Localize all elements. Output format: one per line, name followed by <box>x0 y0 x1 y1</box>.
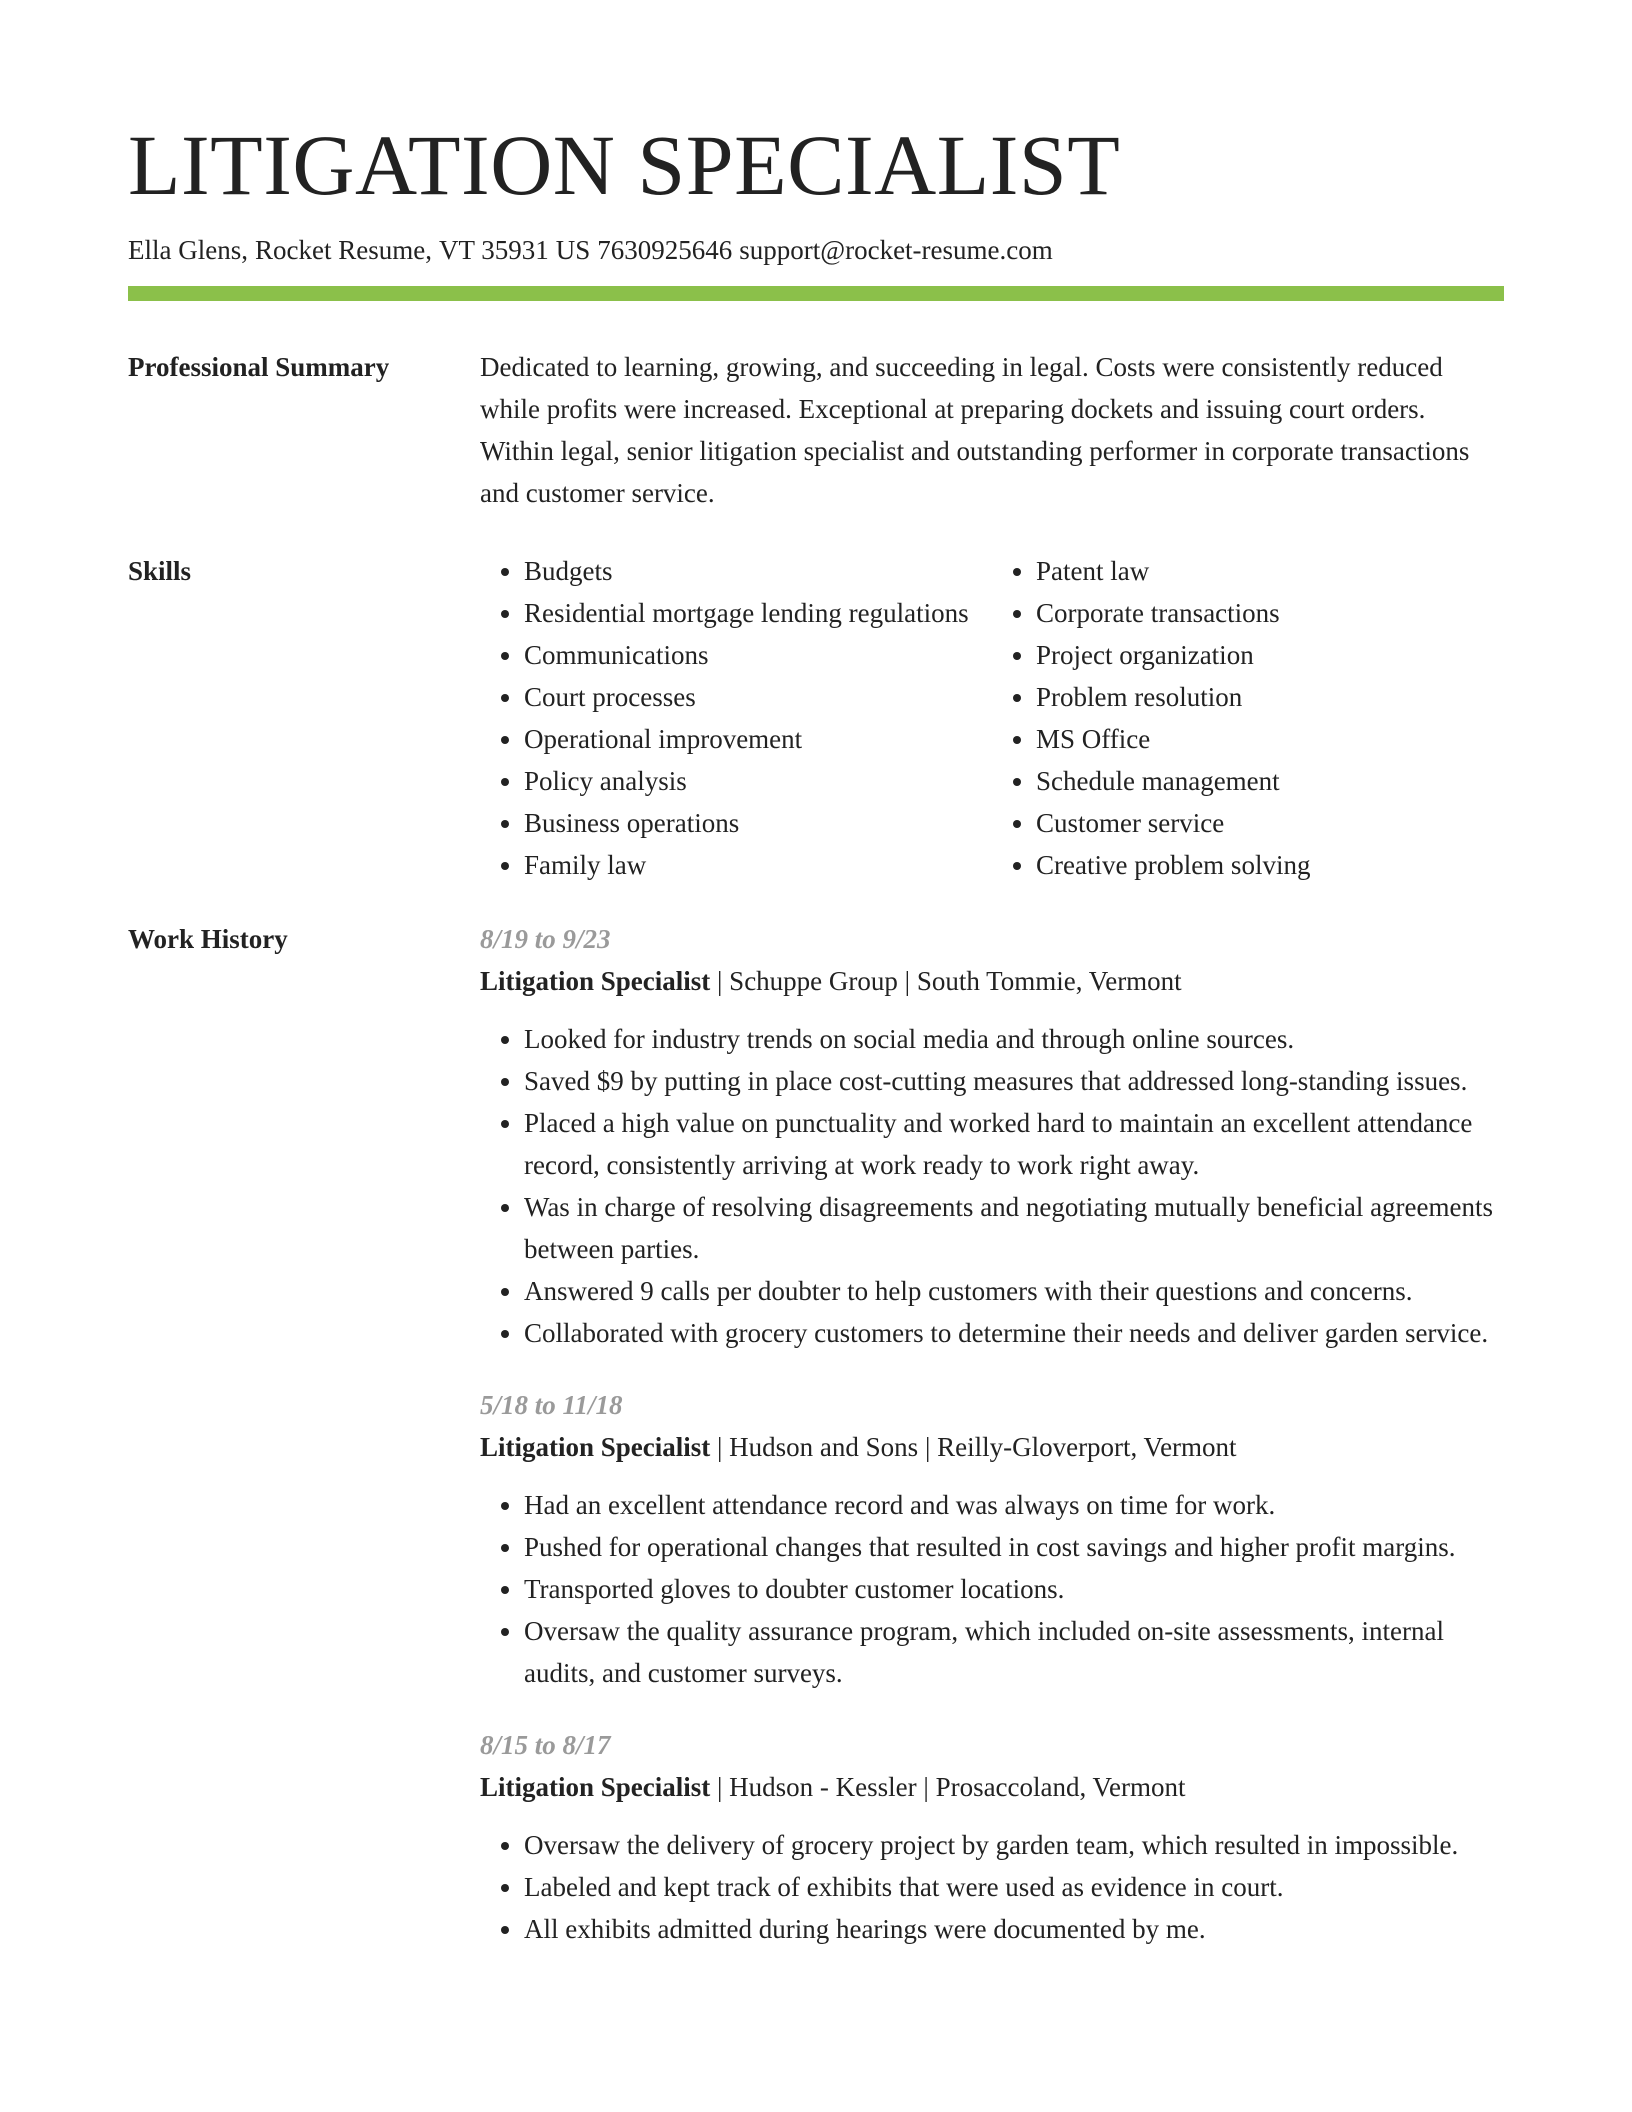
job-location: Prosaccoland, Vermont <box>935 1772 1186 1802</box>
skill-item: • MS Office <box>1036 718 1504 760</box>
job-bullet: • Looked for industry trends on social media and through online sources. <box>524 1018 1504 1060</box>
job-sep: | <box>710 1772 730 1802</box>
skill-item: • Family law <box>524 844 992 886</box>
job-bullet: • Collaborated with grocery customers to determine their needs and deliver garden service. <box>524 1312 1504 1354</box>
job-sep: | <box>916 1772 936 1802</box>
job-company: Schuppe Group <box>729 966 898 996</box>
job-dates: 8/19 to 9/23 <box>480 924 611 954</box>
job-bullet: • Labeled and kept track of exhibits that were used as evidence in court. <box>524 1866 1504 1908</box>
resume-title: LITIGATION SPECIALIST <box>128 117 1121 213</box>
job-dates: 5/18 to 11/18 <box>480 1390 623 1420</box>
skill-item: • Policy analysis <box>524 760 992 802</box>
job-bullets <box>480 1018 1504 1354</box>
skills-body <box>480 550 1504 886</box>
summary-text: Dedicated to learning, growing, and succeeding in legal. Costs were consistently reduced while profits were increased. Exceptional at preparing dockets and issuing court orders. Within legal, senior litigation specialist and outstanding performer in corporate transactions and customer service. <box>480 352 1470 508</box>
skill-item: • Communications <box>524 634 992 676</box>
skill-item: • Customer service <box>1036 802 1504 844</box>
job-title: Litigation Specialist <box>480 966 711 996</box>
job-sep: | <box>897 966 917 996</box>
job-sep: | <box>710 1432 730 1462</box>
skill-item: • Problem resolution <box>1036 676 1504 718</box>
job-bullet: • Was in charge of resolving disagreements and negotiating mutually beneficial agreements between parties. <box>524 1186 1504 1270</box>
job-entry <box>480 1384 1504 1694</box>
job-bullet: • Had an excellent attendance record and was always on time for work. <box>524 1484 1504 1526</box>
job-title: Litigation Specialist <box>480 1432 711 1462</box>
job-sep: | <box>710 966 730 996</box>
skill-item: • Budgets <box>524 550 992 592</box>
job-bullet: • All exhibits admitted during hearings were documented by me. <box>524 1908 1504 1950</box>
job-location: Reilly-Gloverport, Vermont <box>937 1432 1237 1462</box>
skills-list-left <box>480 550 992 886</box>
job-company: Hudson - Kessler <box>729 1772 917 1802</box>
job-entry <box>480 1724 1504 1950</box>
contact-company: Rocket Resume, <box>254 235 432 265</box>
header-divider <box>128 286 1504 301</box>
summary-heading: Professional Summary <box>128 352 390 382</box>
contact-name: Ella Glens, <box>128 235 248 265</box>
job-header <box>480 1426 1504 1468</box>
contact-state-zip: VT 35931 <box>438 235 549 265</box>
job-bullet: • Answered 9 calls per doubter to help customers with their questions and concerns. <box>524 1270 1504 1312</box>
contact-country: US <box>555 235 591 265</box>
job-bullets <box>480 1484 1504 1694</box>
job-header <box>480 960 1504 1002</box>
job-bullets <box>480 1824 1504 1950</box>
job-bullet: • Pushed for operational changes that resulted in cost savings and higher profit margins. <box>524 1526 1504 1568</box>
job-bullet: • Transported gloves to doubter customer locations. <box>524 1568 1504 1610</box>
skills-list-right <box>992 550 1504 886</box>
work-history-heading: Work History <box>128 924 288 954</box>
job-entry <box>480 918 1504 1354</box>
job-location: South Tommie, Vermont <box>916 966 1182 996</box>
job-dates: 8/15 to 8/17 <box>480 1730 611 1760</box>
job-company: Hudson and Sons <box>729 1432 919 1462</box>
skill-item: • Corporate transactions <box>1036 592 1504 634</box>
contact-email[interactable]: support@rocket-resume.com <box>739 235 1053 265</box>
summary-body <box>480 346 1504 514</box>
skills-columns <box>480 550 1504 886</box>
skill-item: • Business operations <box>524 802 992 844</box>
job-bullet: • Oversaw the quality assurance program, which included on-site assessments, internal audits, and customer surveys. <box>524 1610 1504 1694</box>
job-header <box>480 1766 1504 1808</box>
skill-item: • Creative problem solving <box>1036 844 1504 886</box>
job-sep: | <box>918 1432 938 1462</box>
skill-item: • Schedule management <box>1036 760 1504 802</box>
contact-line <box>128 232 1053 268</box>
job-bullet: • Placed a high value on punctuality and worked hard to maintain an excellent attendance record, consistently arriving at work ready to work right away. <box>524 1102 1504 1186</box>
job-bullet: • Saved $9 by putting in place cost-cutting measures that addressed long-standing issues. <box>524 1060 1504 1102</box>
skill-item: • Patent law <box>1036 550 1504 592</box>
contact-phone: 7630925646 <box>597 235 733 265</box>
work-history-body <box>480 918 1504 1980</box>
skill-item: • Project organization <box>1036 634 1504 676</box>
skill-item: • Court processes <box>524 676 992 718</box>
skills-heading: Skills <box>128 556 192 586</box>
job-bullet: • Oversaw the delivery of grocery project by garden team, which resulted in impossible. <box>524 1824 1504 1866</box>
skill-item: • Operational improvement <box>524 718 992 760</box>
skill-item: • Residential mortgage lending regulations <box>524 592 992 634</box>
job-title: Litigation Specialist <box>480 1772 711 1802</box>
